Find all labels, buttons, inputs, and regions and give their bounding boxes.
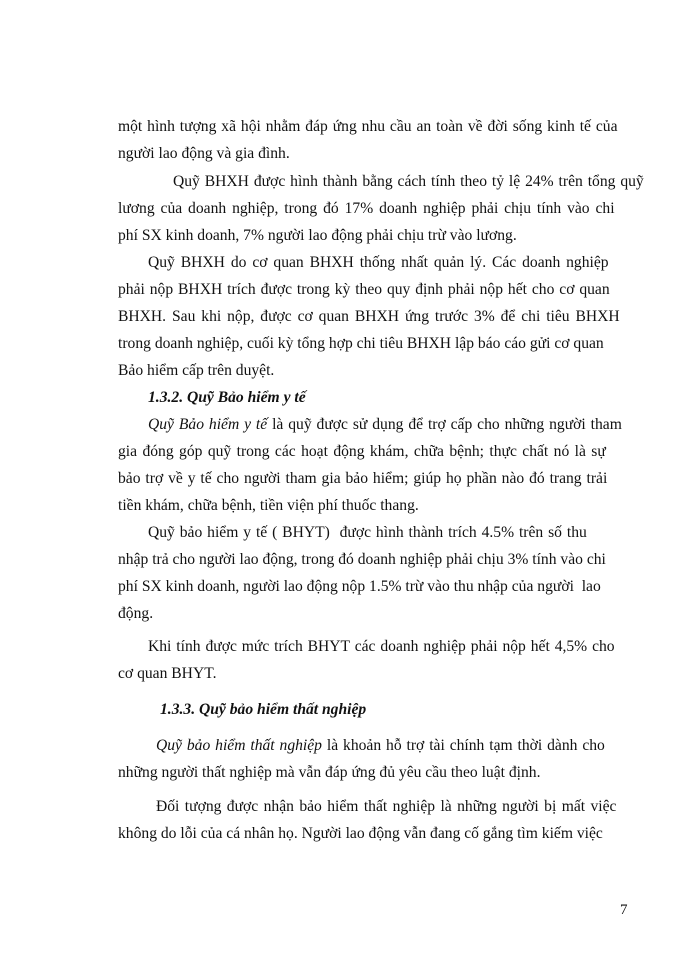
text-line bbox=[156, 736, 605, 756]
text-line: động. bbox=[118, 605, 154, 622]
text-line: gia đóng góp quỹ trong các hoạt động khám, chữa bệnh; thực chất nó là sự bbox=[118, 443, 606, 460]
text-line: lương của doanh nghiệp, trong đó 17% doanh nghiệp phải chịu tính vào chi bbox=[118, 200, 615, 217]
text-line: tiền khám, chữa bệnh, tiền viện phí thuốc thang. bbox=[118, 497, 419, 514]
italic-term: Quỹ Bảo hiểm y tế bbox=[148, 416, 268, 433]
text-line: Đối tượng được nhận bảo hiểm thất nghiệp là những người bị mất việc bbox=[156, 798, 617, 815]
text-line: Khi tính được mức trích BHYT các doanh nghiệp phải nộp hết 4,5% cho bbox=[148, 638, 615, 655]
text-line: Bảo hiểm cấp trên duyệt. bbox=[118, 362, 275, 379]
page-number: 7 bbox=[620, 902, 628, 918]
text-line: Quỹ BHXH do cơ quan BHXH thống nhất quản lý. Các doanh nghiệp bbox=[148, 254, 609, 271]
text-line: nhập trả cho người lao động, trong đó doanh nghiệp phải chịu 3% tính vào chi bbox=[118, 551, 606, 568]
text-run: là quỹ được sử dụng để trợ cấp cho những người tham bbox=[267, 416, 622, 433]
text-line: Quỹ BHXH được hình thành bằng cách tính theo tỷ lệ 24% trên tổng quỹ bbox=[173, 173, 644, 190]
section-heading-1-3-3: 1.3.3. Quỹ bảo hiểm thất nghiệp bbox=[160, 701, 367, 718]
text-line: trong doanh nghiệp, cuối kỳ tổng hợp chi tiêu BHXH lập báo cáo gửi cơ quan bbox=[118, 335, 604, 352]
text-line: BHXH. Sau khi nộp, được cơ quan BHXH ứng trước 3% để chi tiêu BHXH bbox=[118, 308, 620, 325]
text-line: người lao động và gia đình. bbox=[118, 145, 290, 162]
section-heading-1-3-2: 1.3.2. Quỹ Bảo hiểm y tế bbox=[148, 389, 306, 406]
text-line bbox=[148, 415, 622, 435]
italic-term: Quỹ bảo hiểm thất nghiệp bbox=[156, 737, 322, 754]
text-line: phí SX kinh doanh, người lao động nộp 1.5% trừ vào thu nhập của người lao bbox=[118, 578, 601, 595]
text-line: phải nộp BHXH trích được trong kỳ theo quy định phải nộp hết cho cơ quan bbox=[118, 281, 610, 298]
text-line: Quỹ bảo hiểm y tế ( BHYT) được hình thành trích 4.5% trên số thu bbox=[148, 524, 587, 541]
text-line: không do lỗi của cá nhân họ. Người lao động vẫn đang cố gắng tìm kiếm việc bbox=[118, 825, 603, 842]
text-line: bảo trợ về y tế cho người tham gia bảo hiểm; giúp họ phần nào đó trang trải bbox=[118, 470, 608, 487]
text-line: một hình tượng xã hội nhằm đáp ứng nhu cầu an toàn về đời sống kinh tế của bbox=[118, 118, 618, 135]
text-line: những người thất nghiệp mà vẫn đáp ứng đủ yêu cầu theo luật định. bbox=[118, 764, 541, 781]
text-line: cơ quan BHYT. bbox=[118, 665, 217, 682]
text-line: phí SX kinh doanh, 7% người lao động phải chịu trừ vào lương. bbox=[118, 227, 517, 244]
text-run: là khoản hỗ trợ tài chính tạm thời dành cho bbox=[321, 737, 605, 754]
